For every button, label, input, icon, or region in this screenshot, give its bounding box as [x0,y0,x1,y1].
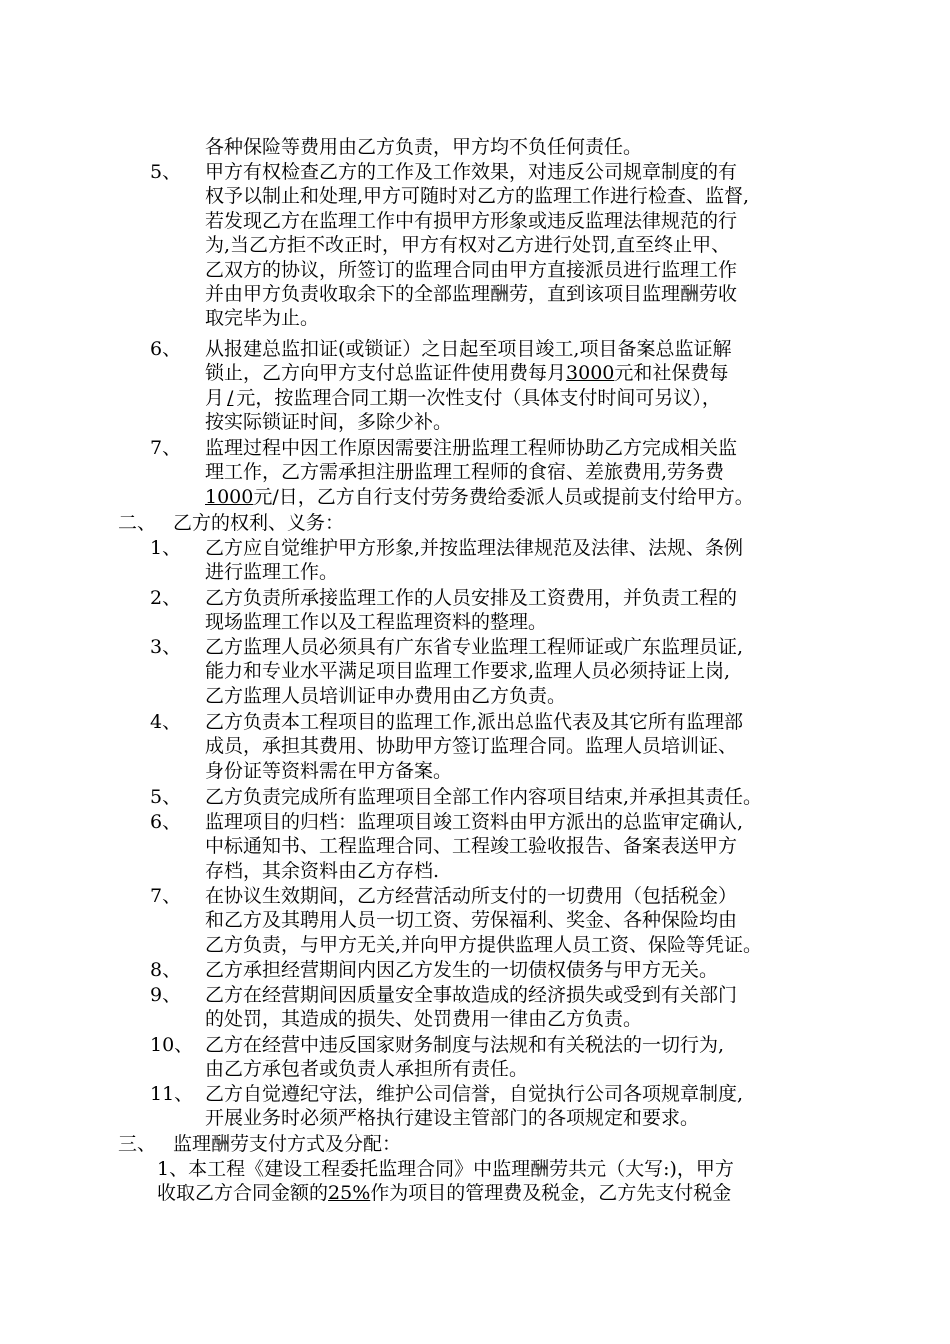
text-line: 由乙方承包者或负责人承担所有责任。 [205,1058,529,1081]
text-line: 的处罚，其造成的损失、处罚费用一律由乙方负责。 [205,1008,643,1031]
text-line: 现场监理工作以及工程监理资料的整理。 [205,611,548,634]
underlined-amount: 1000 [205,485,254,508]
text-line: 并由甲方负责收取余下的全部监理酬劳，直到该项目监理酬劳收 [205,283,738,306]
item-number: 10、 [150,1034,194,1056]
item-text [205,436,840,509]
text-line: 取完毕为止。 [205,307,320,330]
item-number: 9、 [150,984,182,1006]
item-text [205,958,840,982]
item-number: 3、 [150,636,182,658]
underlined-amount: 3000 [566,362,615,385]
section-number: 二、 [118,512,157,534]
item-number: 5、 [150,161,182,183]
text-line: 在协议生效期间，乙方经营活动所支付的一切费用（包括税金） [205,885,738,907]
item-text [205,586,840,635]
underlined-amount: / [227,386,234,409]
text-line: 理工作，乙方需承担注册监理工程师的食宿、差旅费用,劳务费 [205,461,725,484]
text-line: 乙双方的协议，所签订的监理合同由甲方直接派员进行监理工作 [205,258,738,281]
text-line: 为,当乙方拒不改正时，甲方有权对乙方进行处罚,直至终止甲、 [205,234,731,257]
item-text [205,1082,840,1131]
item-text [205,810,840,883]
text-line: 月 / 元，按监理合同工期一次性支付（具体支付时间可另议）， [205,386,721,409]
text-line: 乙方负责所承接监理工作的人员安排及工资费用，并负责工程的 [205,587,738,609]
text-line: 乙方在经营期间因质量安全事故造成的经济损失或受到有关部门 [205,984,738,1006]
section-number: 三、 [118,1133,157,1155]
text-line: 存档，其余资料由乙方存档. [205,859,440,882]
item-number: 6、 [150,338,182,360]
text-line: 成员，承担其费用、协助甲方签订监理合同。监理人员培训证、 [205,735,738,758]
item-number: 8、 [150,959,182,981]
text-line: 乙方应自觉维护甲方形象,并按监理法律规范及法律、法规、条例 [205,537,744,559]
text-line: 中标通知书、工程监理合同、工程竣工验收报告、备案表送甲方 [205,835,738,858]
text-line: 能力和专业水平满足项目监理工作要求,监理人员必须持证上岗, [205,660,731,683]
text-line: 乙方负责完成所有监理项目全部工作内容项目结束,并承担其责任。 [205,786,763,808]
item-text [205,710,840,783]
text-line: 乙方自觉遵纪守法，维护公司信誉，自觉执行公司各项规章制度, [205,1083,744,1105]
continuation-line [205,135,840,159]
text-line: 甲方有权检查乙方的工作及工作效果，对违反公司规章制度的有 [205,161,738,183]
text-line: 乙方负责，与甲方无关,并向甲方提供监理人员工资、保险等凭证。 [205,933,763,956]
text-line: 乙方负责本工程项目的监理工作,派出总监代表及其它所有监理部 [205,711,744,733]
text-line: 收取乙方合同金额的25%作为项目的管理费及税金，乙方先支付税金 [157,1182,732,1205]
item-number: 1、 [150,537,182,559]
text-line: 乙方监理人员培训证申办费用由乙方负责。 [205,684,567,707]
item-text [205,635,840,708]
item-number: 5、 [150,786,182,808]
section-title: 乙方的权利、义务： [173,512,345,534]
text-line: 监理项目的归档：监理项目竣工资料由甲方派出的总监审定确认, [205,811,744,833]
text-line: 身份证等资料需在甲方备案。 [205,759,453,782]
text-line: 各种保险等费用由乙方负责，甲方均不负任何责任。 [205,136,643,158]
item-text [205,785,840,809]
payment-paragraph [157,1157,840,1206]
text-line: 进行监理工作。 [205,561,339,584]
item-number: 7、 [150,437,182,459]
text-line: 锁止，乙方向甲方支付总监证件使用费每月3000元和社保费每 [205,362,729,385]
text-line: 权予以制止和处理,甲方可随时对乙方的监理工作进行检查、监督, [205,185,750,208]
text-line: 1000元/日，乙方自行支付劳务费给委派人员或提前支付给甲方。 [205,485,754,508]
item-text [205,337,840,435]
text-line: 1、本工程《建设工程委托监理合同》中监理酬劳共元（大写:)，甲方 [157,1158,734,1180]
text-line: 乙方承担经营期间内因乙方发生的一切债权债务与甲方无关。 [205,959,719,981]
text-line: 从报建总监扣证(或锁证）之日起至项目竣工,项目备案总监证解 [205,338,732,360]
item-number: 2、 [150,587,182,609]
text-line: 乙方在经营中违反国家财务制度与法规和有关税法的一切行为, [205,1034,725,1056]
item-text [205,536,840,585]
item-number: 11、 [150,1083,194,1105]
item-number: 7、 [150,885,182,907]
item-number: 6、 [150,811,182,833]
item-number: 4、 [150,711,182,733]
text-line: 若发现乙方在监理工作中有损甲方形象或违反监理法律规范的行 [205,209,738,232]
text-line: 和乙方及其聘用人员一切工资、劳保福利、奖金、各种保险均由 [205,909,738,932]
item-text [205,160,840,331]
text-line: 按实际锁证时间，多除少补。 [205,411,453,434]
section-title: 监理酬劳支付方式及分配： [173,1133,402,1155]
text-line: 乙方监理人员必须具有广东省专业监理工程师证或广东监理员证, [205,636,744,658]
item-text [205,884,840,957]
item-text [205,1033,840,1082]
text-line: 监理过程中因工作原因需要注册监理工程师协助乙方完成相关监 [205,437,738,459]
underlined-amount: 25% [328,1182,371,1205]
item-text [205,983,840,1032]
text-line: 开展业务时必须严格执行建设主管部门的各项规定和要求。 [205,1107,700,1130]
